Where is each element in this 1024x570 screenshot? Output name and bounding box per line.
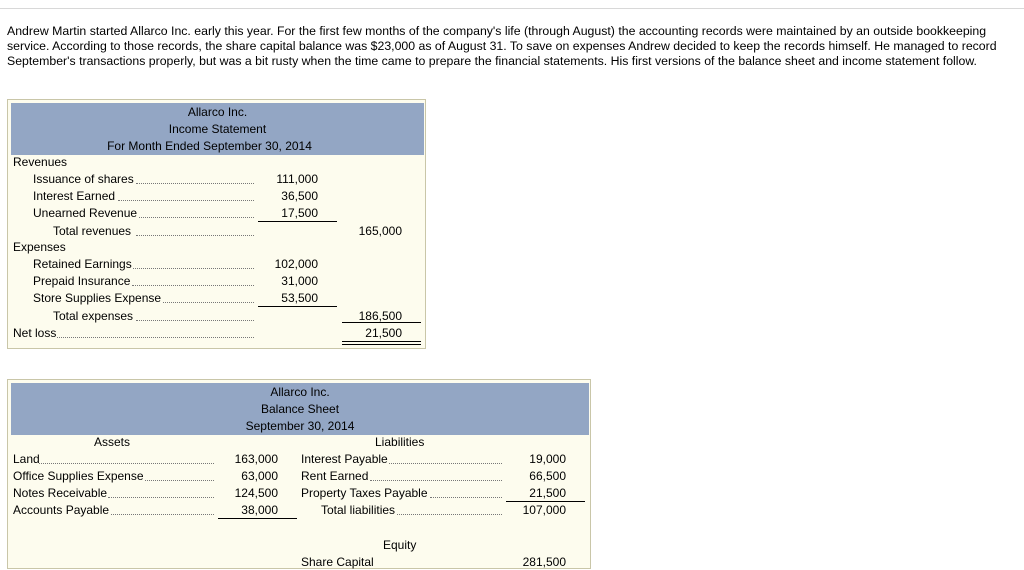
asset-amount: 163,000 [234,452,278,466]
bs-title: Balance Sheet [260,402,340,416]
leader-dots [136,320,254,321]
is-period: For Month Ended September 30, 2014 [107,139,312,153]
liability-amount: 19,000 [529,452,566,466]
assets-heading: Assets [94,435,131,449]
revenues-heading: Revenues [13,155,68,169]
liabilities-heading: Liabilities [375,435,425,449]
bs-date: September 30, 2014 [245,419,355,433]
subtotal-rule [218,518,297,519]
expense-amount: 102,000 [274,257,318,271]
asset-label: Land [13,452,40,466]
subtotal-rule [258,306,337,307]
revenue-label: Issuance of shares [33,172,134,186]
expense-label: Retained Earnings [33,257,132,271]
leader-dots [397,514,502,515]
leader-dots [133,268,254,269]
asset-amount: 124,500 [234,486,278,500]
asset-label: Notes Receivable [13,486,108,500]
leader-dots [136,183,254,184]
leader-dots [389,463,502,464]
leader-dots [139,217,254,218]
leader-dots [145,480,214,481]
total-liabilities-label: Total liabilities [321,503,396,517]
balance-sheet [7,379,591,569]
equity-label: Share Capital [301,555,374,569]
total-liabilities-amount: 107,000 [522,503,566,517]
is-company: Allarco Inc. [187,105,248,119]
income-statement-header [11,103,424,155]
leader-dots [39,463,214,464]
revenue-amount: 36,500 [281,189,318,203]
asset-label: Office Supplies Expense [13,469,144,483]
liability-label: Property Taxes Payable [301,486,428,500]
expense-amount: 53,500 [281,291,318,305]
is-title: Income Statement [168,122,267,136]
leader-dots [108,497,214,498]
subtotal-rule [258,221,337,222]
asset-amount: 38,000 [241,503,278,517]
expenses-heading: Expenses [13,240,66,254]
total-revenues-label: Total revenues [53,224,132,238]
bs-company: Allarco Inc. [270,385,330,399]
expense-amount: 31,000 [281,274,318,288]
income-statement [7,99,426,349]
revenue-label: Interest Earned [33,189,116,203]
equity-heading: Equity [383,538,417,552]
leader-dots [132,285,254,286]
revenue-label: Unearned Revenue [33,206,138,220]
expense-label: Prepaid Insurance [33,274,131,288]
leader-dots [136,235,254,236]
total-expenses-label: Total expenses [53,309,134,323]
net-loss-amount: 21,500 [365,326,402,340]
liability-amount: 21,500 [529,486,566,500]
revenue-amount: 111,000 [276,172,318,186]
leader-dots [118,200,254,201]
leader-dots [163,302,254,303]
asset-label: Accounts Payable [13,503,110,517]
liability-label: Interest Payable [301,452,388,466]
leader-dots [370,480,502,481]
liability-label: Rent Earned [301,469,369,483]
liability-amount: 66,500 [529,469,566,483]
leader-dots [111,514,214,515]
balance-sheet-header [11,383,589,435]
problem-text: Andrew Martin started Allarco Inc. early this year. For the first few months of the company's life (through August) the accounting records were maintained by an outside bookkeeping service. According to those records, the share capital balance was $23,000 as of August 31. To save on expenses Andrew decided to keep the records himself. He managed to record September's transactions properly, but was a bit rusty when the time came to prepare the financial statements. His first versions of the balance sheet and income statement follow. [7,24,997,68]
expense-label: Store Supplies Expense [33,291,162,305]
total-expenses-amount: 186,500 [358,309,402,323]
leader-dots [57,337,254,338]
asset-amount: 63,000 [241,469,278,483]
net-loss-label: Net loss [13,326,57,340]
leader-dots [430,497,502,498]
net-loss-double-rule [342,341,421,345]
total-rule [342,322,421,323]
share-capital-amount: 281,500 [522,555,566,569]
total-revenues-amount: 165,000 [358,224,402,238]
revenue-amount: 17,500 [281,206,318,220]
top-divider [0,8,1024,9]
